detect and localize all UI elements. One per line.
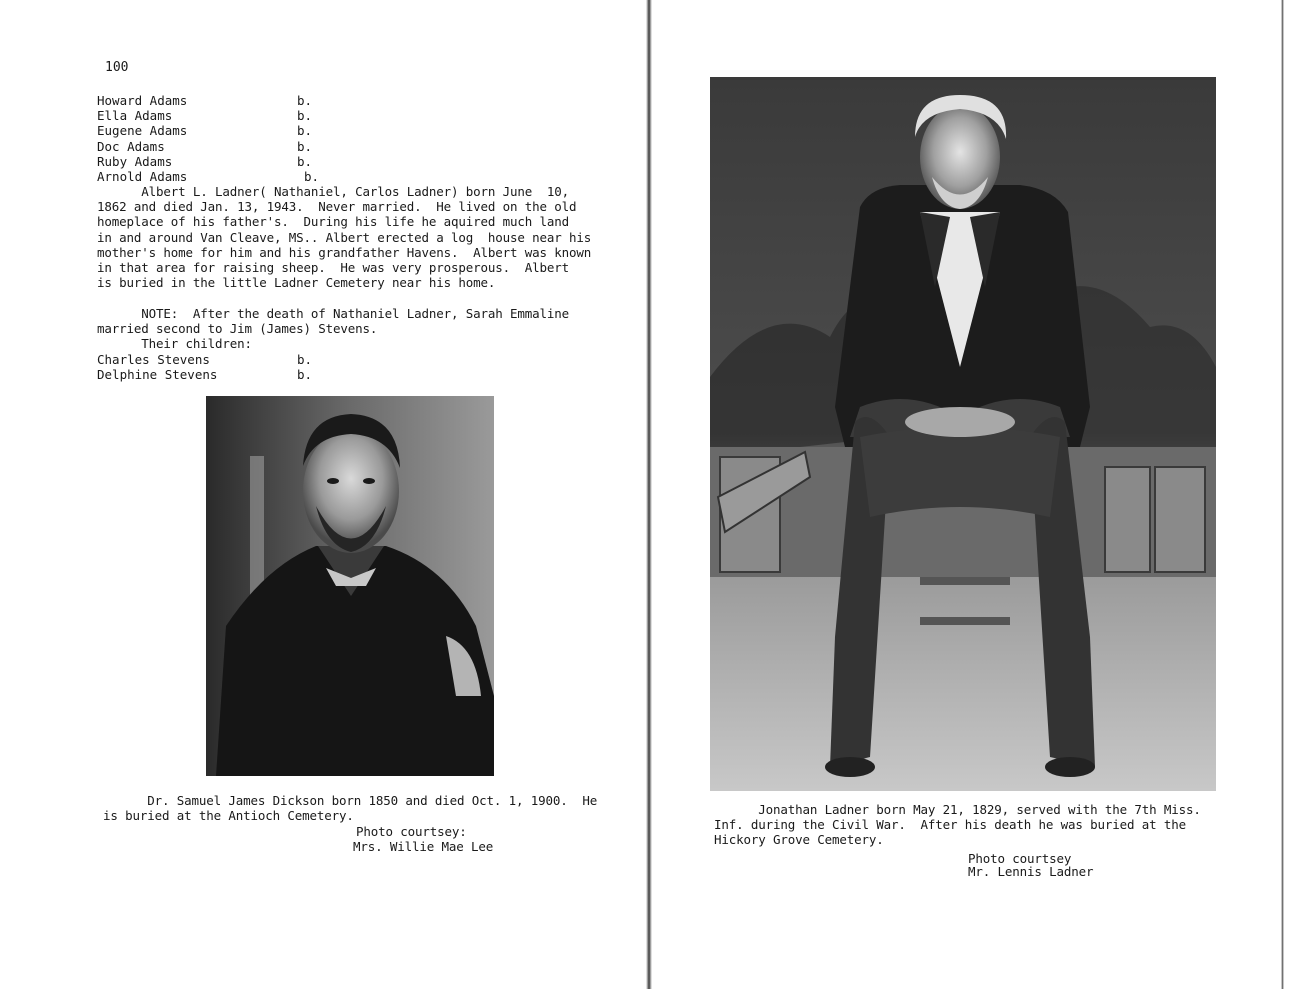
- child-born: b.: [297, 352, 313, 367]
- photo-credit-label: Photo courtsey:: [356, 824, 467, 839]
- portrait-figure-dickson: [206, 396, 494, 776]
- child-name: Doc Adams: [97, 138, 165, 154]
- list-item: [97, 108, 357, 123]
- child-born: b.: [297, 367, 313, 383]
- photo-credit-name: Mrs. Willie Mae Lee: [353, 839, 494, 854]
- page-number: 100: [105, 60, 129, 75]
- portrait-photo-ladner: [710, 77, 1216, 791]
- child-name: Eugene Adams: [97, 123, 188, 139]
- text-line: 1862 and died Jan. 13, 1943. Never married. He lived on the old: [97, 199, 577, 215]
- child-born: b.: [297, 93, 313, 108]
- photo-credit-name: Mr. Lennis Ladner: [968, 864, 1094, 879]
- child-born: b.: [297, 108, 313, 124]
- child-name: Ruby Adams: [97, 153, 173, 169]
- caption-line: Hickory Grove Cemetery.: [714, 832, 884, 848]
- dickson-photo-caption: [103, 793, 623, 823]
- text-line: NOTE: After the death of Nathaniel Ladner, Sarah Emmaline: [97, 306, 570, 321]
- albert-ladner-paragraph: [97, 184, 617, 290]
- child-born: b.: [297, 153, 313, 169]
- caption-line: Inf. during the Civil War. After his death he was buried at the: [714, 817, 1187, 833]
- text-line: married second to Jim (James) Stevens.: [97, 321, 378, 337]
- list-item: [97, 352, 357, 367]
- child-name: Howard Adams: [97, 93, 188, 108]
- child-born: b.: [297, 138, 313, 154]
- list-item: [97, 123, 357, 138]
- photo-credit-label: Photo courtsey: [968, 851, 1072, 866]
- child-born: b.: [297, 123, 313, 139]
- text-line: is buried in the little Ladner Cemetery near his home.: [97, 275, 496, 291]
- caption-line: Jonathan Ladner born May 21, 1829, served with the 7th Miss.: [714, 802, 1201, 817]
- caption-line: is buried at the Antioch Cemetery.: [103, 808, 354, 824]
- portrait-figure-ladner: [710, 77, 1216, 791]
- page-edge-right: [1281, 0, 1284, 989]
- text-line: in and around Van Cleave, MS.. Albert erected a log house near his: [97, 229, 592, 245]
- list-item: [97, 169, 357, 184]
- child-name: Arnold Adams: [97, 168, 188, 184]
- text-line: homeplace of his father's. During his life he aquired much land: [97, 214, 570, 230]
- list-item: [97, 139, 357, 154]
- portrait-photo-dickson: [206, 396, 494, 776]
- caption-line: Dr. Samuel James Dickson born 1850 and died Oct. 1, 1900. He: [103, 793, 598, 808]
- note-paragraph: [97, 306, 617, 352]
- stevens-children-list: [97, 352, 357, 382]
- child-name: Ella Adams: [97, 108, 173, 124]
- adams-children-list: [97, 93, 357, 184]
- text-line: mother's home for him and his grandfather Havens. Albert was known: [97, 244, 592, 260]
- list-item: [97, 154, 357, 169]
- text-line: in that area for raising sheep. He was very prosperous. Albert: [97, 260, 570, 276]
- list-item: [97, 367, 357, 382]
- child-born: b.: [304, 168, 320, 184]
- ladner-photo-caption: [714, 802, 1234, 848]
- text-line: Albert L. Ladner( Nathaniel, Carlos Ladner) born June 10,: [97, 184, 570, 199]
- text-line: Their children:: [97, 336, 252, 352]
- child-name: Charles Stevens: [97, 352, 210, 367]
- child-name: Delphine Stevens: [97, 367, 218, 383]
- list-item: [97, 93, 357, 108]
